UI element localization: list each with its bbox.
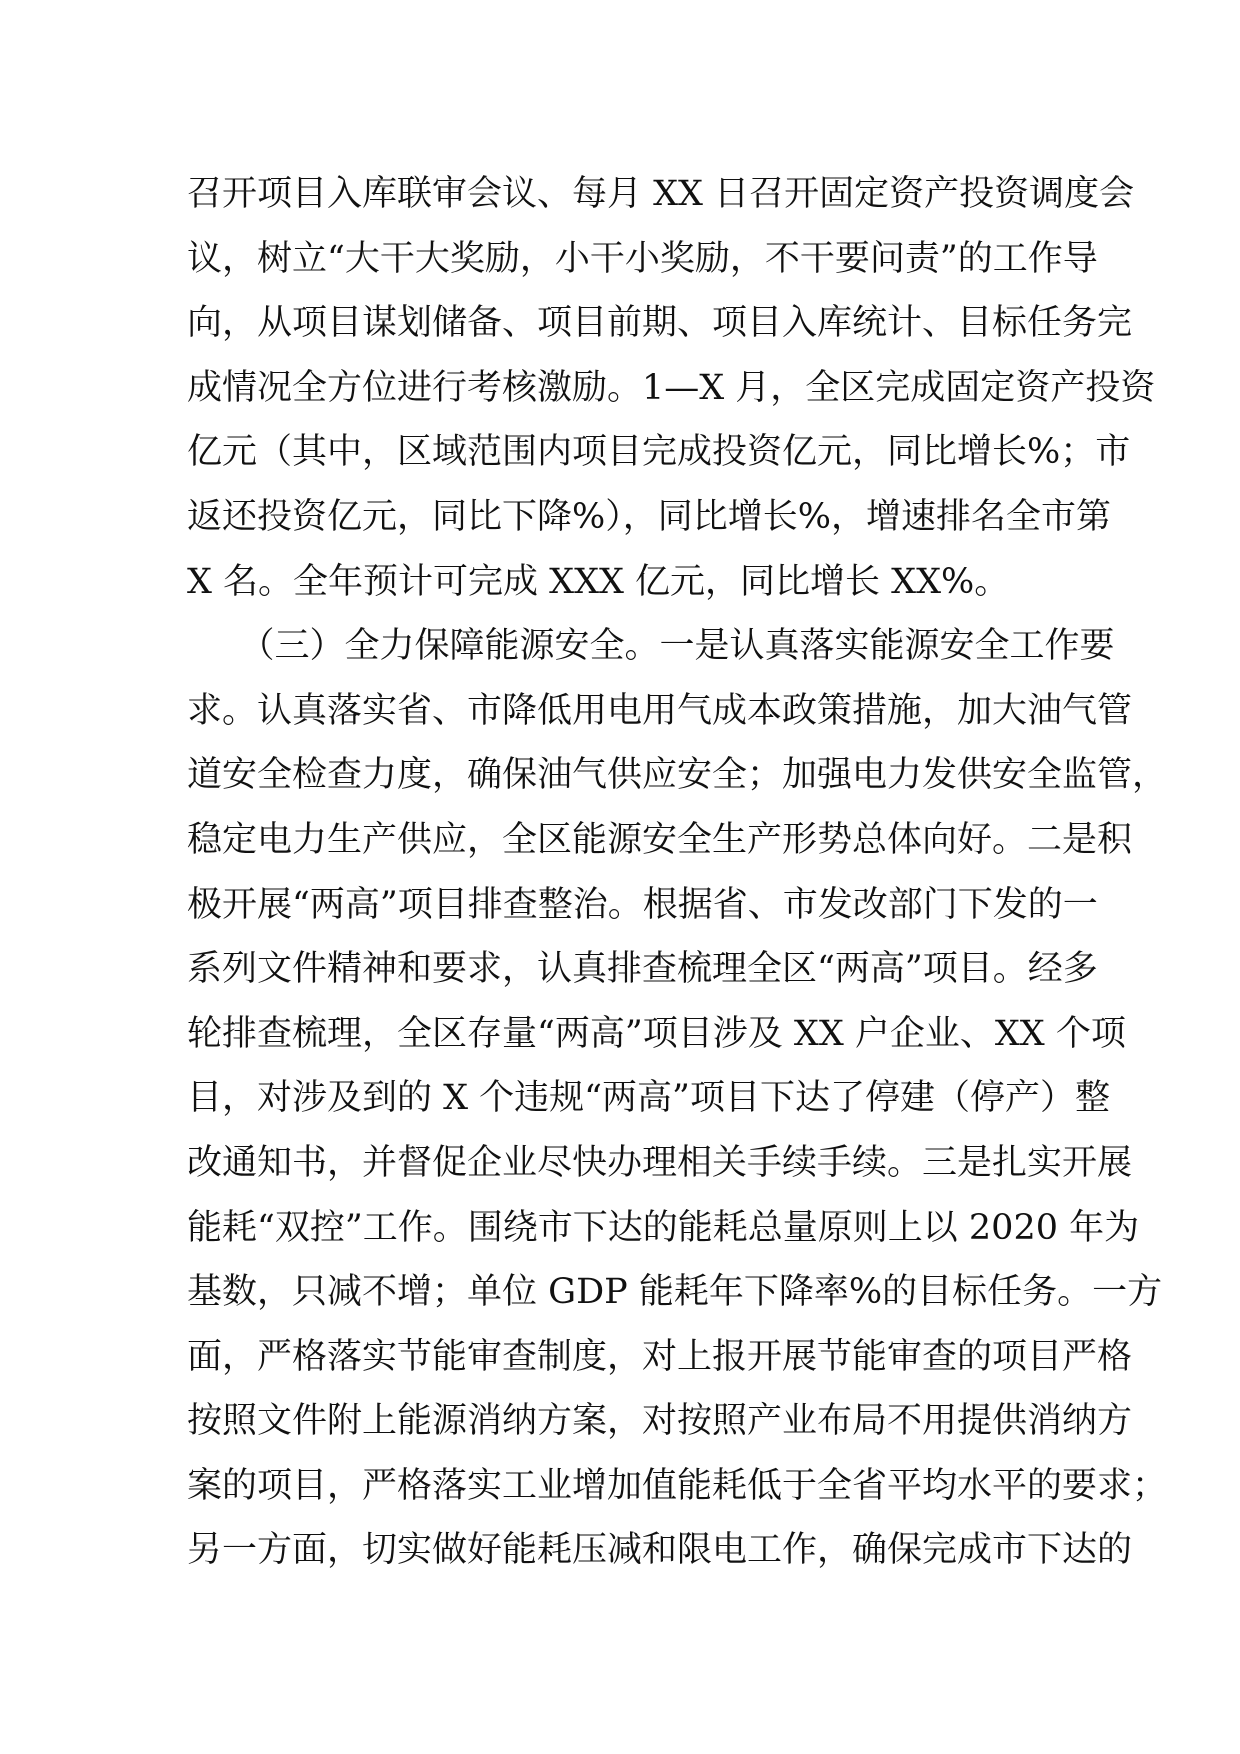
text-line: 基数，只减不增；单位 GDP 能耗年下降率%的目标任务。一方 — [187, 1272, 1163, 1313]
text-line: 成情况全方位进行考核激励。1—X 月，全区完成固定资产投资 — [187, 367, 1156, 408]
text-line: 稳定电力生产供应，全区能源安全生产形势总体向好。二是积 — [187, 819, 1133, 860]
text-line: 返还投资亿元，同比下降%），同比增长%，增速排名全市第 — [187, 496, 1112, 537]
text-line: X 名。全年预计可完成 XXX 亿元，同比增长 XX%。 — [187, 561, 1010, 602]
text-line: 案的项目，严格落实工业增加值能耗低于全省平均水平的要求； — [187, 1465, 1168, 1506]
text-line: 亿元（其中，区域范围内项目完成投资亿元，同比增长%；市 — [187, 432, 1131, 473]
text-line: 面，严格落实节能审查制度，对上报开展节能审查的项目严格 — [187, 1336, 1133, 1377]
text-line: 按照文件附上能源消纳方案，对按照产业布局不用提供消纳方 — [187, 1401, 1133, 1442]
text-line: 议，树立“大干大奖励，小干小奖励，不干要问责”的工作导 — [187, 238, 1098, 279]
section-heading-line: （三）全力保障能源安全。一是认真落实能源安全工作要 — [187, 626, 1115, 667]
body-text — [187, 162, 1168, 1583]
text-line: 另一方面，切实做好能耗压减和限电工作，确保完成市下达的 — [187, 1530, 1133, 1571]
text-line: 求。认真落实省、市降低用电用气成本政策措施，加大油气管 — [187, 690, 1133, 731]
text-line: 召开项目入库联审会议、每月 XX 日召开固定资产投资调度会 — [187, 174, 1135, 214]
text-line: 道安全检查力度，确保油气供应安全；加强电力发供安全监管， — [187, 755, 1168, 796]
text-line: 目，对涉及到的 X 个违规“两高”项目下达了停建（停产）整 — [187, 1078, 1110, 1119]
text-line: 向，从项目谋划储备、项目前期、项目入库统计、目标任务完 — [187, 303, 1133, 344]
text-line: 系列文件精神和要求，认真排查梳理全区“两高”项目。经多 — [187, 949, 1098, 990]
text-line: 轮排查梳理，全区存量“两高”项目涉及 XX 户企业、XX 个项 — [187, 1013, 1126, 1054]
text-line: 能耗“双控”工作。围绕市下达的能耗总量原则上以 2020 年为 — [187, 1207, 1140, 1248]
text-line: 极开展“两高”项目排查整治。根据省、市发改部门下发的一 — [187, 884, 1098, 925]
text-line: 改通知书，并督促企业尽快办理相关手续手续。三是扎实开展 — [187, 1142, 1133, 1183]
